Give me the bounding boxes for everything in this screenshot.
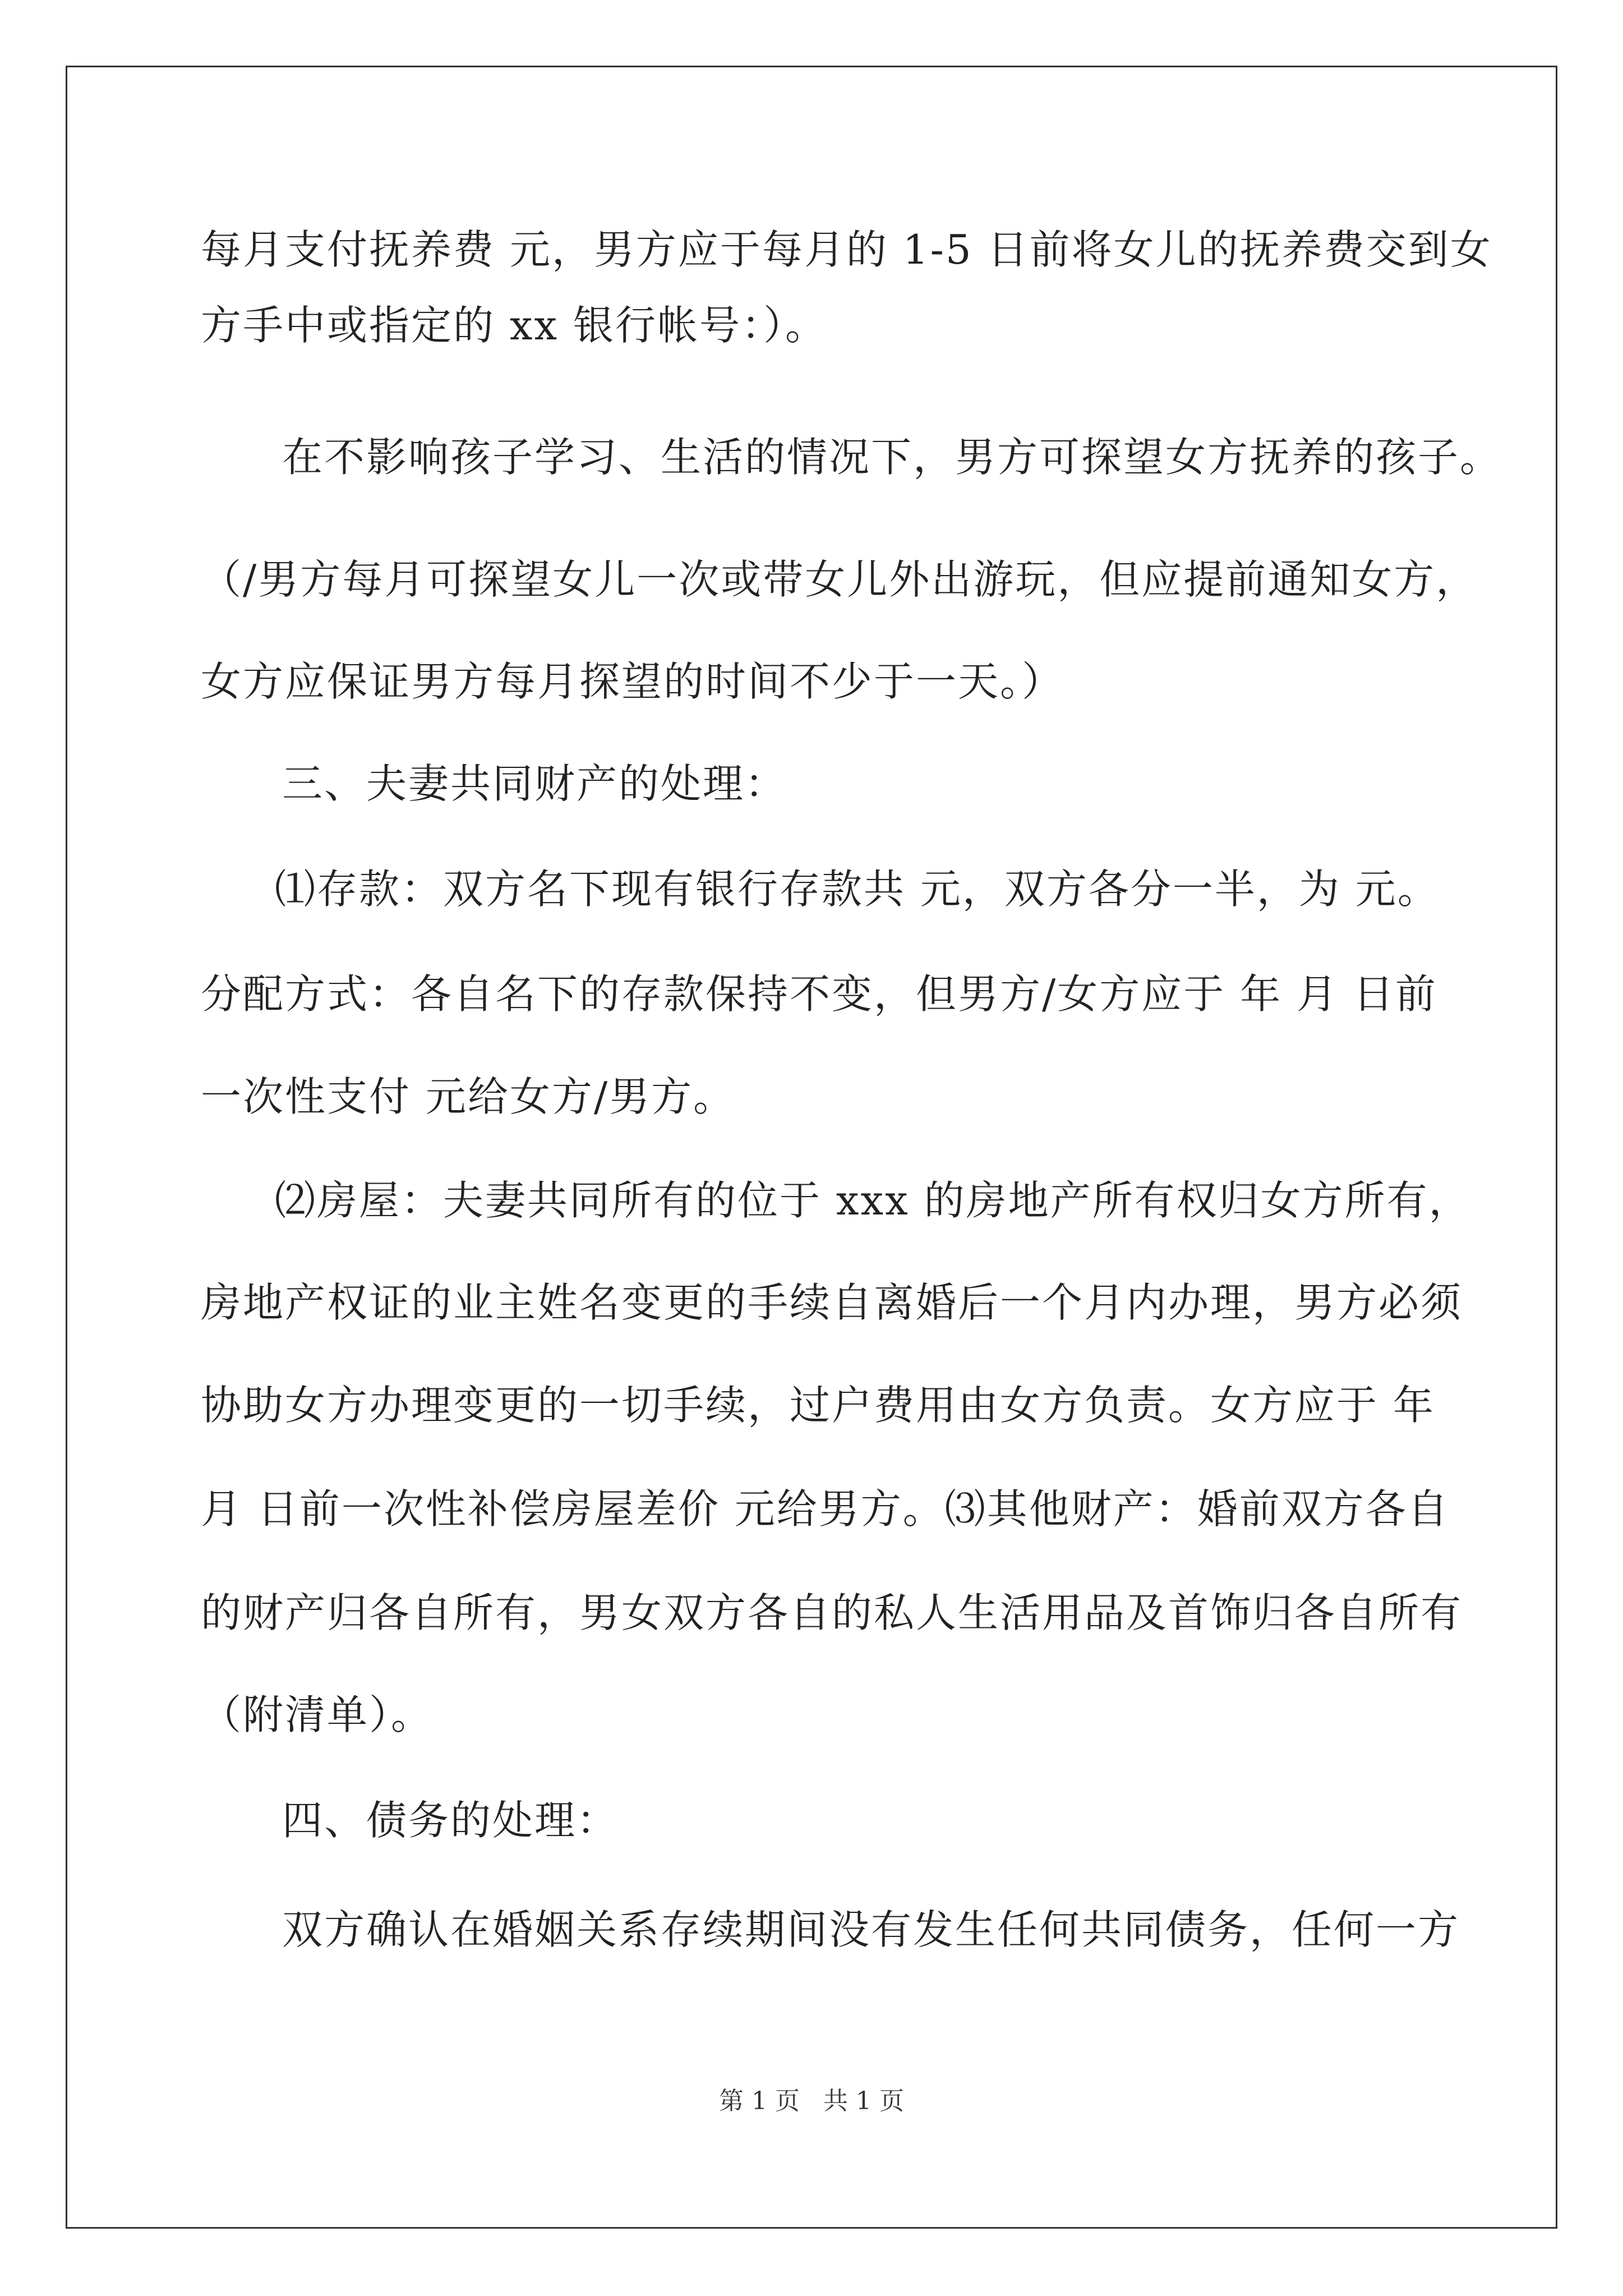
section-heading: 四、债务的处理： [282,1797,619,1844]
text-line: 方手中或指定的 xx 银行帐号：）。 [201,302,827,349]
text-line: 分配方式：各自名下的存款保持不变，但男方/女方应于 年 月 日前 [201,970,1437,1018]
text-line: 每月支付抚养费 元，男方应于每月的 1-5 日前将女儿的抚养费交到女 [201,226,1492,273]
text-line: 月 日前一次性补偿房屋差价 元给男方。⑶其他财产：婚前双方各自 [201,1485,1450,1533]
text-line: 女方应保证男方每月探望的时间不少于一天。） [201,658,1064,705]
text-line: ⑵房屋：夫妻共同所有的位于 xxx 的房地产所有权归女方所有， [275,1177,1471,1224]
text-line: 的财产归各自所有，男女双方各自的私人生活用品及首饰归各自所有 [201,1589,1463,1636]
section-heading: 三、夫妻共同财产的处理： [282,760,787,807]
text-line: 在不影响孩子学习、生活的情况下，男方可探望女方抚养的孩子。 [282,434,1502,481]
text-line: （/男方每月可探望女儿一次或带女儿外出游玩，但应提前通知女方， [201,556,1478,603]
text-line: 房地产权证的业主姓名变更的手续自离婚后一个月内办理，男方必须 [201,1279,1463,1326]
text-line: （附清单）。 [201,1691,434,1738]
text-line: 一次性支付 元给女方/男方。 [201,1073,736,1120]
text-line: 协助女方办理变更的一切手续，过户费用由女方负责。女方应于 年 [201,1382,1435,1429]
text-line: 双方确认在婚姻关系存续期间没有发生任何共同债务，任何一方 [282,1906,1460,1953]
page-number-footer: 第 1 页 共 1 页 [719,2087,904,2115]
text-line: ⑴存款：双方名下现有银行存款共 元，双方各分一半，为 元。 [275,866,1440,913]
